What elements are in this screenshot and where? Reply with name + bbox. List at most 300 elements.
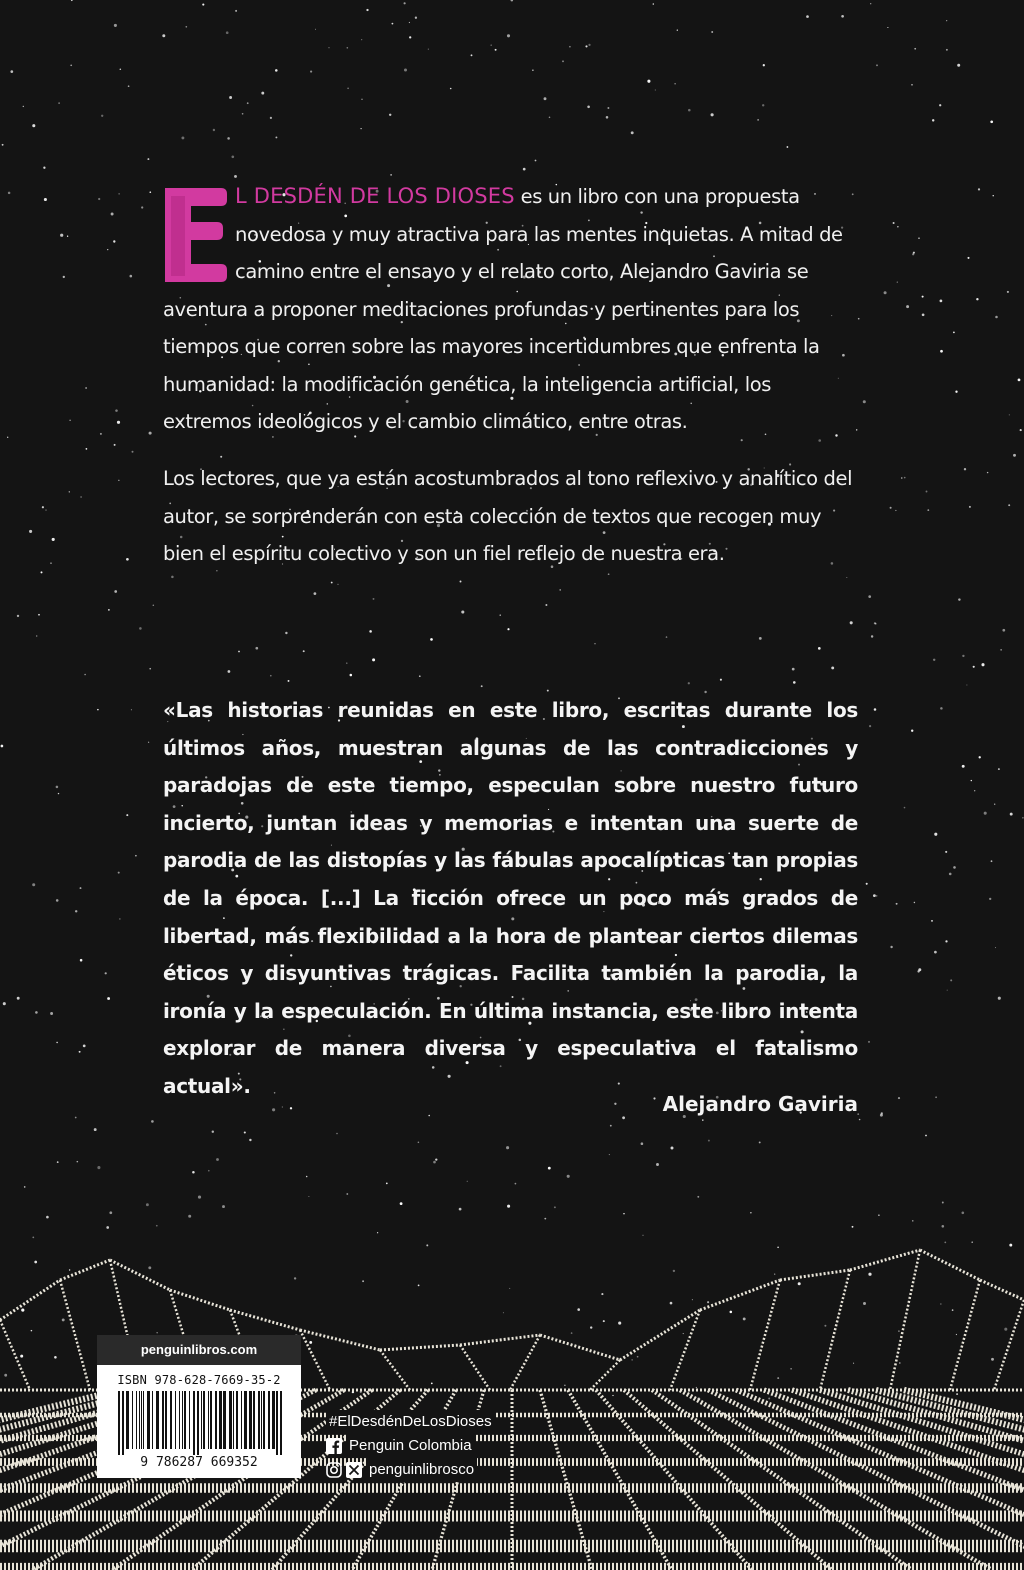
star [94,1128,97,1131]
star [347,87,349,89]
barcode-bar [261,1391,262,1449]
star [255,647,258,650]
star [373,598,375,600]
barcode-bar [189,1391,190,1449]
star [228,670,231,673]
star [953,866,956,869]
barcode-bar [122,1391,124,1455]
star [336,1133,338,1135]
star [105,972,107,974]
star [56,786,59,789]
star [85,387,87,389]
star [36,635,37,636]
star [863,400,866,403]
star [400,1202,403,1205]
star [80,959,83,962]
barcode-bar [182,1391,183,1449]
star [226,31,229,34]
star [868,1041,870,1043]
star [610,1125,612,1127]
star [587,106,590,109]
star [971,780,972,781]
star [3,1002,6,1005]
star [1002,629,1005,632]
star [315,29,316,30]
star [162,34,165,37]
star [490,44,492,46]
star [897,226,898,227]
barcode-bar [118,1391,120,1455]
star [979,756,981,758]
star [377,1232,378,1233]
star [220,456,222,458]
grid-line [850,1250,920,1270]
publisher-website: penguinlibros.com [97,1335,301,1365]
barcode-bar [175,1391,176,1449]
star [841,15,844,18]
star [995,947,996,948]
star [913,252,915,254]
star [940,350,943,353]
grid-line [590,1360,620,1390]
star [2,144,4,146]
star [270,675,272,677]
star [653,3,655,5]
star [261,92,264,95]
instagram-icon [326,1462,342,1478]
grid-line [0,1280,60,1320]
star [622,1116,625,1119]
star [973,666,975,668]
star [181,136,184,139]
star [69,420,70,421]
star [101,115,103,117]
star [310,71,312,73]
barcode-digits: 9 786287 669352 [140,1455,258,1470]
star [35,1011,38,1014]
star [303,650,305,652]
star [75,1117,77,1119]
star [109,1211,112,1214]
barcode-bar [249,1391,252,1449]
author-quote: «Las historias reunidas en este libro, escritas durante los últimos años, muestran algunas de las contradicciones y paradojas de este tiempo, especulan sobre nuestro futuro incierto, juntan ideas y memorias e intentan una suerte de parodia de las distopías y las fábulas apocalípticas tan propias de la época. [...] La ficción ofrece un poco más grados de libertad, más flexibilidad a la hora de plantear ciertos dilemas éticos y disyuntivas trágicas. Facilita también la parodia, la ironía y la especulación. En última instancia, este libro intenta explorar de manera diversa y especulativa el fatalismo actual». [163,698,858,1098]
grid-line [460,1345,490,1390]
star [212,1131,214,1133]
star [415,17,417,19]
star [17,997,20,1000]
grid-line [890,1250,920,1390]
star [850,621,853,624]
barcode-bar [132,1391,133,1449]
star [128,85,130,87]
isbn-label: ISBN 978-628-7669-35-2 [117,1373,281,1387]
barcode-bar [241,1391,242,1449]
star [947,990,948,991]
star [141,206,143,208]
star [874,708,877,711]
star [623,1213,624,1214]
star [171,576,174,579]
star [428,49,429,50]
star [708,1140,710,1142]
star [270,117,272,119]
star [23,106,24,107]
barcode-bar [156,1391,159,1449]
star [950,979,952,981]
grid-line [994,1300,1024,1390]
star [671,1147,674,1150]
barcode-bar [229,1391,232,1449]
x-icon [346,1462,362,1478]
star [119,918,120,919]
barcode-bar [215,1391,217,1449]
star [229,96,232,99]
barcode-bar [263,1391,265,1449]
star [71,0,73,1]
star [84,674,86,676]
book-title: L DESDÉN DE LOS DIOSES [235,184,515,208]
barcode-bar [170,1391,172,1449]
star [114,590,117,593]
grid-line [460,1335,540,1345]
star [139,627,142,630]
barcode-bar [141,1391,142,1449]
star [507,628,509,630]
grid-line [670,1310,700,1390]
grid-line [60,1280,90,1390]
star [548,1167,551,1170]
star [75,910,77,912]
star [609,1154,610,1155]
star [720,679,722,681]
star [56,1042,57,1043]
star [759,1141,761,1143]
star [515,1183,517,1185]
star [435,1158,437,1160]
star [70,64,72,66]
star [500,615,501,616]
star [655,89,656,90]
star [926,491,928,493]
star [549,117,551,119]
barcode-bar [233,1391,234,1449]
star [347,47,349,49]
star [890,507,892,509]
facebook-icon [326,1438,342,1454]
star [282,1106,283,1107]
star [940,707,943,710]
star [507,1205,510,1208]
star [361,99,362,100]
star [918,238,919,239]
barcode-bar [184,1391,186,1449]
star [404,2,406,4]
star [711,31,713,33]
star [24,1186,26,1188]
star [227,137,230,140]
star [787,146,789,148]
star [29,530,32,533]
star [643,1235,644,1236]
star [32,124,35,127]
star [544,97,547,100]
star [131,709,132,710]
star [990,120,993,123]
star [216,1158,219,1161]
star [44,198,47,201]
star [244,1131,246,1133]
star [231,155,234,158]
social-links [326,1410,495,1482]
star [1018,379,1021,382]
star [235,10,237,12]
grid-line [820,1270,850,1390]
star [989,898,991,900]
star [8,192,11,195]
star [41,571,43,573]
star [607,107,609,109]
facebook-row [326,1434,495,1458]
star [569,46,571,48]
grid-line [920,1250,980,1280]
star [69,491,70,492]
star [911,84,913,86]
star [922,313,925,316]
star [361,39,362,40]
barcode-bar [126,1391,129,1449]
star [111,213,114,216]
star [934,833,937,836]
star [532,70,533,71]
star [418,1142,420,1144]
star [544,1218,546,1220]
star [372,658,375,661]
star [67,236,68,237]
star [945,851,947,853]
barcode-bar [179,1391,180,1449]
star [238,651,240,653]
star [759,637,762,640]
star [32,883,35,886]
instagram-x-handle: penguinlibrosco [366,1458,477,1482]
barcode-bar [272,1391,275,1449]
star [535,160,537,162]
star [874,622,876,624]
star [870,3,871,4]
star [107,997,110,1000]
grid-line [980,1280,1024,1300]
star [459,1208,462,1211]
star [1007,291,1009,293]
star [958,598,960,600]
barcode-bar [139,1391,140,1449]
star [967,257,969,259]
grid-line [60,1260,110,1280]
star [202,4,204,6]
star [392,23,394,25]
star [115,409,118,412]
barcode [106,1391,292,1471]
star [50,563,51,564]
intro-paragraph [163,178,858,441]
star [430,638,433,641]
star [995,316,998,319]
star [866,883,868,885]
star [409,36,411,38]
grid-line [300,1330,330,1390]
star [17,615,19,617]
star [1000,649,1001,650]
star [831,666,834,669]
star [80,496,82,498]
star [981,663,984,666]
star [58,793,59,794]
star [118,872,120,874]
star [914,902,915,903]
star [984,812,987,815]
star [10,70,13,73]
star [185,26,187,28]
star [987,472,988,473]
star [966,684,967,685]
barcode-bar [280,1391,282,1455]
star [146,1203,149,1206]
star [978,188,980,190]
star [132,451,134,453]
star [904,477,906,479]
star [934,951,937,954]
star [846,577,847,578]
star [911,730,913,732]
star [192,1171,195,1174]
star [993,195,994,196]
star [562,60,564,62]
star [523,168,526,171]
star [998,768,1000,770]
star [890,946,892,948]
star [942,1225,945,1228]
barcode-bar [236,1391,238,1449]
star [213,129,215,131]
star [100,433,102,435]
star [906,305,909,308]
star [1,745,4,748]
star [935,1096,937,1098]
star [1010,813,1013,816]
star [933,659,935,661]
barcode-bar [276,1391,278,1455]
star [942,1202,944,1204]
star [247,102,249,104]
star [881,1112,883,1114]
star [80,887,82,889]
star [495,49,497,51]
star [763,64,765,66]
star [117,421,120,424]
star [149,432,152,435]
star [677,30,678,31]
star [118,480,119,481]
star [922,296,924,298]
star [337,584,338,585]
grid-line [540,1335,620,1360]
star [757,119,759,121]
star [45,509,46,510]
grid-line [380,1345,460,1350]
star [46,1216,49,1219]
star [559,589,561,591]
star [56,899,59,902]
hashtag-row [326,1410,495,1434]
star [433,1161,436,1164]
star [153,605,155,607]
star [953,332,955,334]
star [471,54,473,56]
star [386,1183,388,1185]
star [107,249,108,250]
star [991,860,993,862]
star [148,742,149,743]
star [126,558,129,561]
star [818,647,821,650]
star [917,970,919,972]
star [697,1196,699,1198]
star [647,80,650,83]
star [404,69,407,72]
grid-line [380,1350,410,1390]
barcode-panel [97,1335,301,1478]
star [79,1051,81,1053]
star [762,104,764,106]
star [998,997,1001,1000]
star [272,1108,275,1111]
star [949,873,952,876]
star [962,765,965,768]
star [674,83,675,84]
grid-line [0,1320,30,1390]
star [314,592,317,595]
star [151,1120,154,1123]
star [52,538,55,541]
star [467,1181,468,1182]
star [409,22,410,23]
star [460,581,462,583]
star [328,47,329,48]
star [331,582,333,584]
facebook-handle: Penguin Colombia [346,1434,475,1458]
star [42,506,44,508]
star [288,680,290,682]
star [641,1142,644,1145]
grid-line [620,1310,700,1360]
star [198,1196,201,1199]
star [895,510,896,511]
star [50,1012,53,1015]
star [914,48,916,50]
star [77,1161,79,1163]
star [931,920,933,922]
grid-line [170,1290,230,1310]
star [793,681,796,684]
star [360,128,361,129]
star [939,104,941,106]
star [606,116,609,119]
star [873,894,876,897]
star [461,610,464,613]
star [481,685,483,687]
barcode-bar [147,1391,150,1449]
star [940,300,943,303]
